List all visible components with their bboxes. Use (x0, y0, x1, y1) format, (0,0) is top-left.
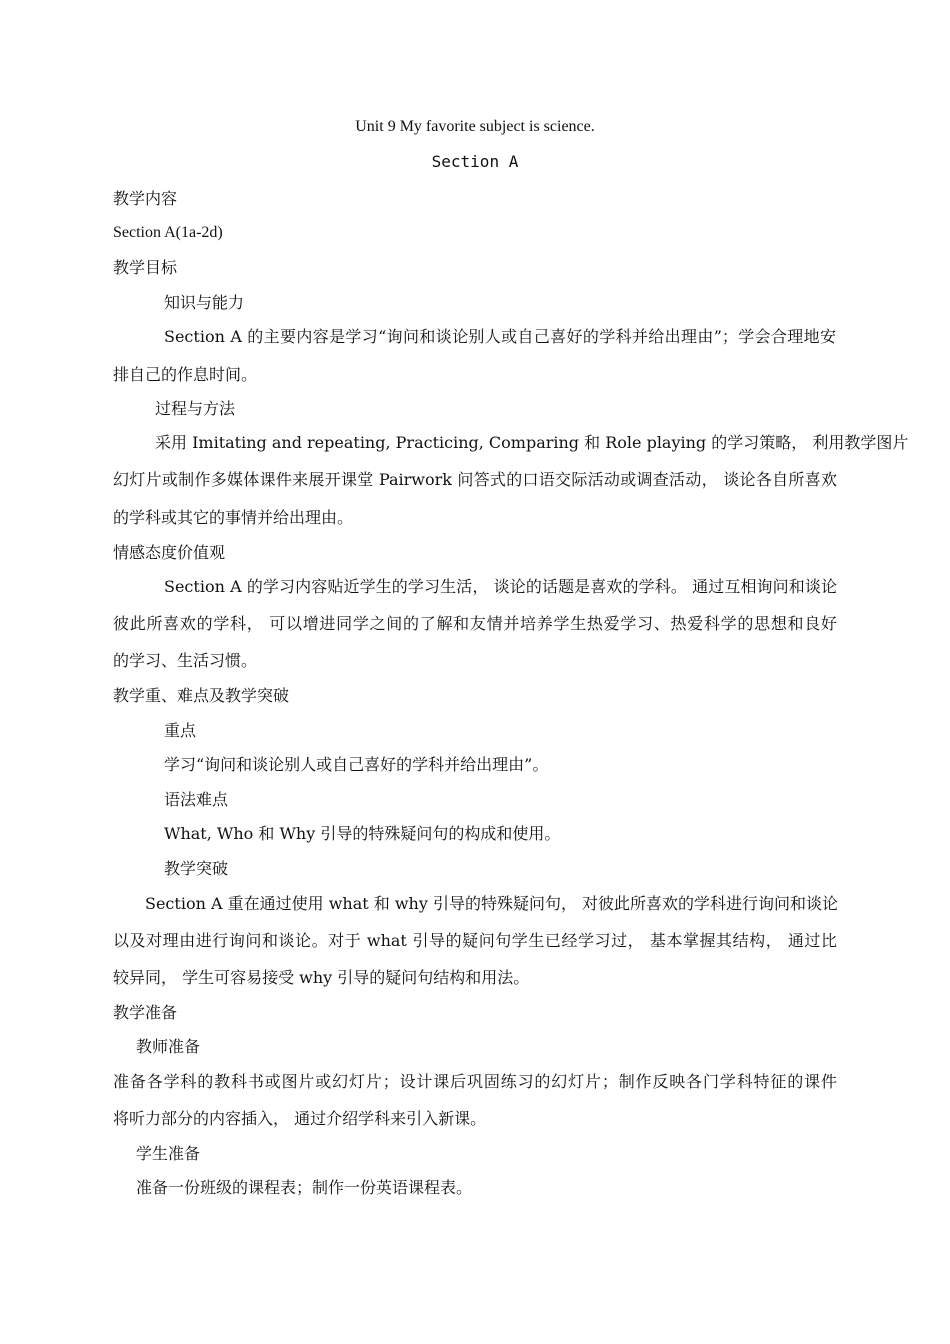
focus-heading: 重点 (164, 721, 197, 740)
teacher-prep-line-2: 将听力部分的内容插入， 通过介绍学科来引入新课。 (113, 1109, 487, 1128)
emotion-line-3: 的学习、生活习惯。 (113, 651, 258, 670)
goals-heading: 教学目标 (113, 258, 178, 277)
focus-text: 学习“询问和谈论别人或自己喜好的学科并给出理由”。 (164, 755, 549, 774)
emotion-line-1: Section A 的学习内容贴近学生的学习生活， 谈论的话题是喜欢的学科。 通过互相询问和谈论 (164, 577, 837, 596)
difficulty-heading: 语法难点 (164, 790, 229, 809)
teacher-prep-heading: 教师准备 (136, 1037, 201, 1056)
difficulty-text: What, Who 和 Why 引导的特殊疑问句的构成和使用。 (164, 824, 561, 843)
key-heading: 教学重、难点及教学突破 (113, 686, 290, 705)
knowledge-heading: 知识与能力 (164, 293, 245, 312)
breakthrough-line-2: 以及对理由进行询问和谈论。对于 what 引导的疑问句学生已经学习过， 基本掌握其结构， 通过比 (113, 931, 837, 950)
emotion-line-2: 彼此所喜欢的学科， 可以增进同学之间的了解和友情并培养学生热爱学习、热爱科学的思想和良好 (113, 614, 837, 633)
knowledge-line-2: 排自己的作息时间。 (113, 365, 258, 384)
emotion-heading: 情感态度价值观 (113, 543, 226, 562)
document-title: Unit 9 My favorite subject is science. (355, 118, 595, 135)
content-text: Section A(1a-2d) (113, 224, 223, 241)
breakthrough-heading: 教学突破 (164, 859, 229, 878)
knowledge-line-1: Section A 的主要内容是学习“询问和谈论别人或自己喜好的学科并给出理由”；学会合理地安 (164, 327, 836, 346)
breakthrough-line-1: Section A 重在通过使用 what 和 why 引导的特殊疑问句， 对彼此所喜欢的学科进行询问和谈论 (145, 894, 839, 913)
breakthrough-line-3: 较异同， 学生可容易接受 why 引导的疑问句结构和用法。 (113, 968, 530, 987)
process-line-3: 的学科或其它的事情并给出理由。 (113, 508, 354, 527)
process-line-2: 幻灯片或制作多媒体课件来展开课堂 Pairwork 问答式的口语交际活动或调查活动， 谈论各自所喜欢 (113, 470, 837, 489)
student-prep-text: 准备一份班级的课程表；制作一份英语课程表。 (136, 1178, 473, 1197)
process-heading: 过程与方法 (155, 399, 236, 418)
content-heading: 教学内容 (113, 189, 178, 208)
document-subtitle: Section A (431, 152, 519, 171)
student-prep-heading: 学生准备 (136, 1144, 201, 1163)
teacher-prep-line-1: 准备各学科的教科书或图片或幻灯片；设计课后巩固练习的幻灯片；制作反映各门学科特征的课件 (113, 1072, 837, 1091)
prep-heading: 教学准备 (113, 1003, 178, 1022)
process-line-1: 采用 Imitating and repeating, Practicing, Comparing 和 Role playing 的学习策略， 利用教学图片 (155, 433, 909, 452)
